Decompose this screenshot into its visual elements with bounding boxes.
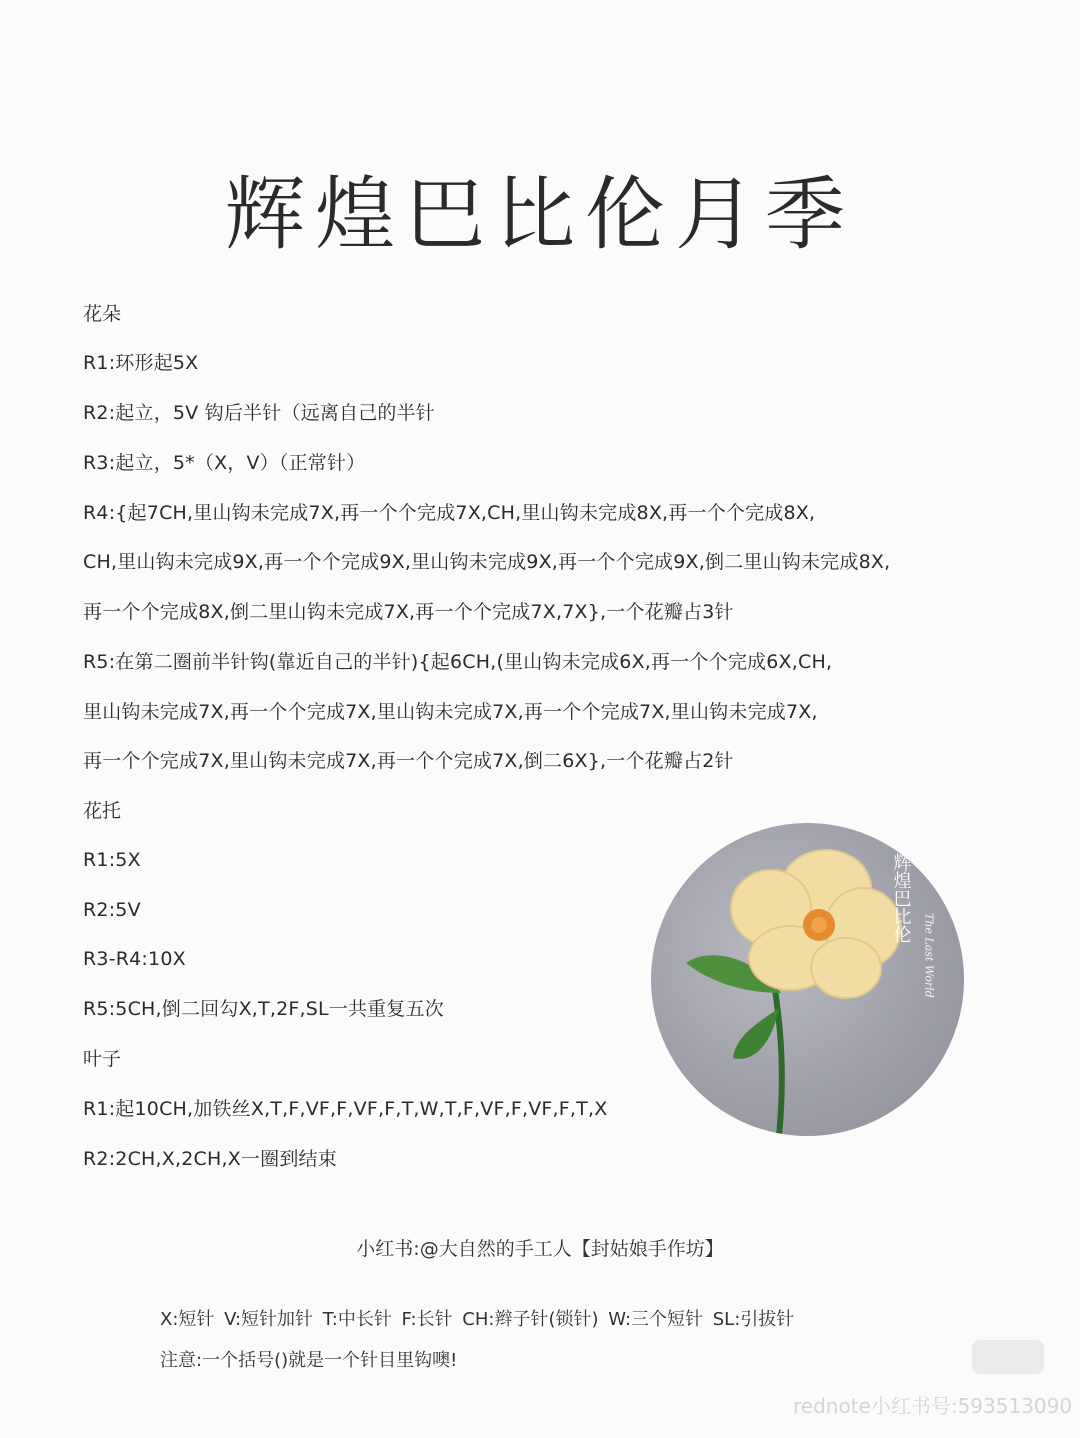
pattern-row: R1:5X <box>83 849 141 871</box>
section-heading-flower: 花朵 <box>83 303 122 325</box>
leaf-shape <box>733 1008 779 1059</box>
pattern-row: 里山钩未完成7X,再一个个完成7X,里山钩未完成7X,再一个个完成7X,里山钩未完成7X, <box>83 701 818 723</box>
photo-overlay-title: 辉煌巴比伦 <box>890 853 912 943</box>
stitch-legend: X:短针 V:短针加针 T:中长针 F:长针 CH:辫子针(锁针) W:三个短针 SL:引拔针 <box>160 1309 795 1330</box>
page-title: 辉煌巴比伦月季 <box>225 168 855 261</box>
pattern-row: 再一个个完成8X,倒二里山钩未完成7X,再一个个完成7X,7X},一个花瓣占3针 <box>83 601 734 623</box>
rednote-logo-icon <box>972 1340 1044 1374</box>
crochet-rose-illustration <box>651 823 964 1136</box>
pattern-row: R4:{起7CH,里山钩未完成7X,再一个个完成7X,CH,里山钩未完成8X,再一个个完成8X, <box>83 502 816 524</box>
watermark: rednote小红书号:593513090 <box>793 1394 1073 1418</box>
flower-photo <box>651 823 964 1136</box>
pattern-row: R2:2CH,X,2CH,X一圈到结束 <box>83 1148 337 1170</box>
pattern-row: R3-R4:10X <box>83 948 186 970</box>
section-heading-calyx: 花托 <box>83 800 122 822</box>
photo-overlay-script: The Last World <box>922 913 936 998</box>
author-credit: 小红书:@大自然的手工人【封姑娘手作坊】 <box>356 1238 724 1260</box>
pattern-row: R1:起10CH,加铁丝X,T,F,VF,F,VF,F,T,W,T,F,VF,F,VF,F,T,X <box>83 1098 608 1120</box>
pattern-row: R3:起立，5*（X，V）（正常针） <box>83 452 366 474</box>
bracket-note: 注意:一个括号()就是一个针目里钩噢! <box>160 1350 458 1371</box>
section-heading-leaf: 叶子 <box>83 1048 122 1070</box>
pattern-row: R5:5CH,倒二回勾X,T,2F,SL一共重复五次 <box>83 998 444 1020</box>
pattern-row: R2:起立，5V 钩后半针（远离自己的半针 <box>83 402 436 424</box>
pattern-row: R1:环形起5X <box>83 352 199 374</box>
pattern-row: R2:5V <box>83 899 141 921</box>
pattern-row: CH,里山钩未完成9X,再一个个完成9X,里山钩未完成9X,再一个个完成9X,倒二里山钩未完成8X, <box>83 551 891 573</box>
pattern-row: 再一个个完成7X,里山钩未完成7X,再一个个完成7X,倒二6X},一个花瓣占2针 <box>83 750 734 772</box>
pattern-row: R5:在第二圈前半针钩(靠近自己的半针){起6CH,(里山钩未完成6X,再一个个完成6X,CH, <box>83 651 833 673</box>
